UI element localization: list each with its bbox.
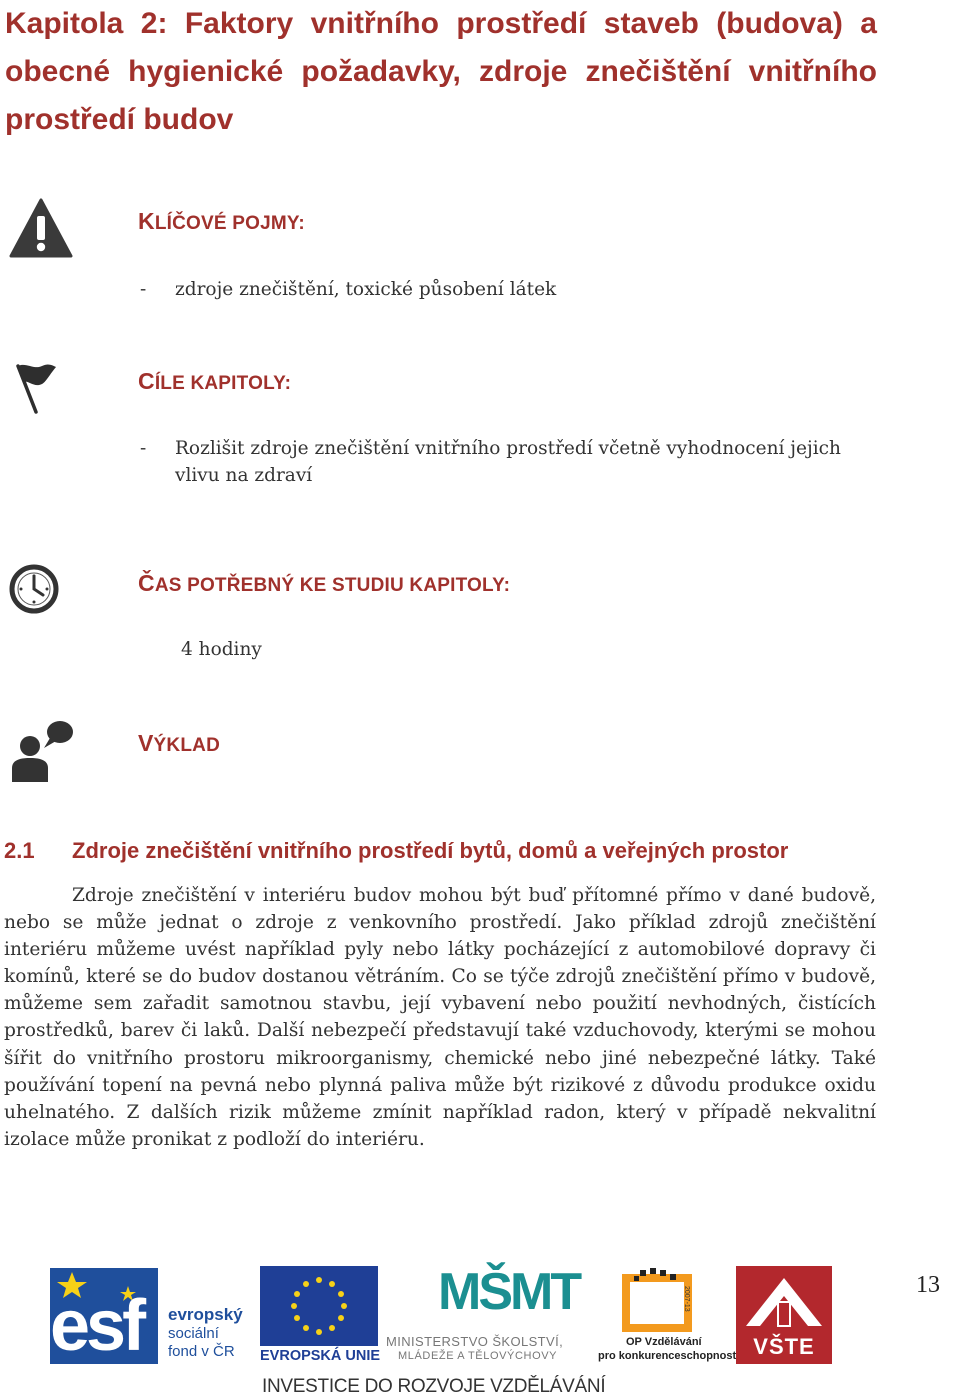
study-time-heading: ČAS POTŘEBNÝ KE STUDIU KAPITOLY: bbox=[138, 570, 511, 596]
section-heading bbox=[4, 838, 788, 864]
vste-label: VŠTE bbox=[753, 1334, 815, 1359]
op-line2: pro konkurenceschopnost bbox=[598, 1350, 737, 1362]
key-term-item: zdroje znečištění, toxické působení látek bbox=[175, 279, 557, 300]
esf-line3: fond v ČR bbox=[168, 1343, 235, 1360]
esf-letters: esf bbox=[50, 1286, 143, 1366]
section-title: Zdroje znečištění vnitřního prostředí bytů, domů a veřejných prostor bbox=[72, 838, 789, 863]
goal-item: Rozlišit zdroje znečištění vnitřního prostředí včetně vyhodnocení jejich vlivu na zdraví bbox=[175, 438, 841, 486]
msmt-letters: MŠMT bbox=[438, 1263, 580, 1321]
esf-line2: sociální bbox=[168, 1325, 219, 1342]
speaker-icon bbox=[8, 716, 74, 782]
page-number: 13 bbox=[916, 1272, 940, 1298]
section-number: 2.1 bbox=[4, 838, 35, 863]
study-time-value: 4 hodiny bbox=[181, 639, 262, 660]
bullet-dash: - bbox=[140, 438, 147, 459]
esf-line1: evropský bbox=[168, 1305, 243, 1324]
vste-logo bbox=[736, 1266, 832, 1364]
warning-icon bbox=[8, 196, 74, 262]
msmt-line2: MLÁDEŽE A TĚLOVÝCHOVY bbox=[398, 1350, 558, 1362]
chapter-title: Kapitola 2: Faktory vnitřního prostředí staveb (budova) a obecné hygienické požadavky, zdroje znečištění vnitřního prostředí budov bbox=[5, 7, 877, 136]
flag-icon bbox=[8, 360, 74, 426]
op-logo bbox=[596, 1266, 737, 1366]
lecture-heading: VÝKLAD bbox=[138, 730, 220, 756]
msmt-logo bbox=[386, 1262, 590, 1366]
section-paragraph: Zdroje znečištění v interiéru budov mohou být buď přítomné přímo v dané budově, nebo se může jednat o zdroje z venkovního prostředí. Jako příklad zdrojů znečištění interiéru můžeme uvést například pyly nebo látky pocházející z automobilové dopravy či komínů, které se do budov dostanou větráním. Co se týče zdrojů znečištění přímo v budově, můžeme sem zařadit samotnou stavbu, její vybavení nebo použití nevhodných, čistících prostředků, barev či laků. Další nebezpečí představují také vzduchovody, kterými se mohou šířit do vnitřního prostoru mikroorganismy, chemické nebo jiné nebezpečné látky. Také používání topení na pevná nebo plynná paliva může být rizikové z důvodu produkce oxidu uhelnatého. Z dalších rizik můžeme zmínit například radon, který v případě nekvalitní izolace může pronikat z podloží do interiéru. bbox=[4, 885, 876, 1150]
msmt-line1: MINISTERSTVO ŠKOLSTVÍ, bbox=[386, 1334, 564, 1349]
bullet-dash: - bbox=[140, 279, 147, 300]
eu-label: EVROPSKÁ UNIE bbox=[260, 1348, 381, 1364]
esf-logo bbox=[50, 1266, 250, 1366]
key-terms-heading: KLÍČOVÉ POJMY: bbox=[138, 208, 305, 234]
op-years: 2007-13 bbox=[683, 1286, 690, 1312]
footer-tagline: INVESTICE DO ROZVOJE VZDĚLÁVÁNÍ bbox=[262, 1376, 606, 1397]
eu-logo bbox=[260, 1266, 381, 1366]
op-line1: OP Vzdělávání bbox=[626, 1336, 702, 1348]
goals-heading: CÍLE KAPITOLY: bbox=[138, 368, 292, 394]
clock-icon bbox=[8, 562, 74, 628]
